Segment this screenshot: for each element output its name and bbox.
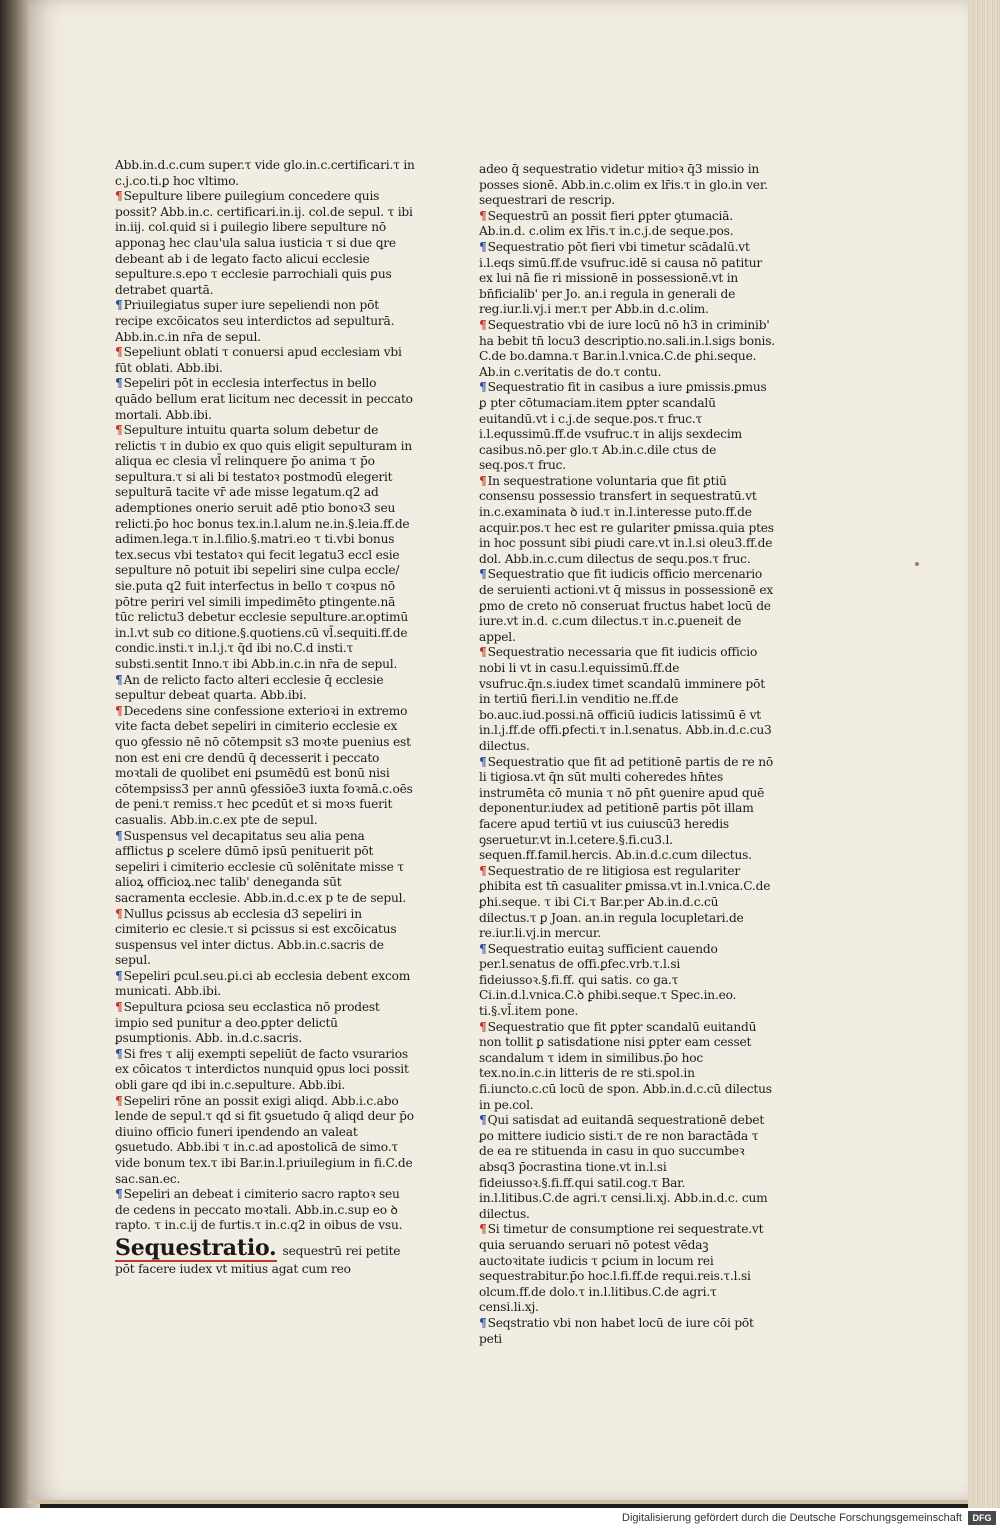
pilcrow-icon: ¶ — [479, 1019, 487, 1034]
entry-text: Sepeliunt oblati τ conuersi apud ecclesiam vbi fūt oblati. Abb.ibi. — [115, 345, 402, 375]
ink-speck — [915, 562, 919, 566]
section-heading-line — [115, 1236, 415, 1278]
entry-text: Sepultura ꝑciosa seu ecclastica nō prodest impio sed punitur a deo.ꝑpter delictū ꝑsumptionis. Abb. in.d.c.sacris. — [115, 1000, 380, 1046]
pilcrow-icon: ¶ — [115, 828, 123, 843]
pilcrow-icon: ¶ — [479, 317, 487, 332]
pilcrow-icon: ¶ — [115, 189, 123, 204]
entry-text: Seqstratio vbi non habet locū de iure cōi pōt peti — [479, 1315, 754, 1346]
entry-text: Sequestratio pōt fieri vbi timetur scādalū.vt i.l.eqs simū.ff.de vsufruc.idē si causa nō patitur ex lui nā fie ri missionē in possessionē.vt in bn̄ficialib' per Jo. an.i regula in generali de reg.iur.li.vj.i mer.τ per Abb.in d.c.olim. — [479, 239, 762, 317]
pilcrow-icon: ¶ — [479, 567, 487, 582]
pilcrow-icon: ¶ — [115, 376, 123, 391]
entry-text: Qui satisdat ad euitandā sequestrationē debet ꝑo mittere iudicio sisti.τ de re non baractāda τ de ea re stituenda in casu in quo succumbeꝛ absq3 p̄ocrastina tione.vt in.l.si fideiussoꝛ.§.fi.ff.qui satil.cog.τ Bar. in.l.litibus.C.de agri.τ censi.li.xj. Abb.in.d.c. cum dilectus. — [479, 1113, 768, 1221]
book-page — [28, 0, 976, 1504]
text-entry — [115, 969, 415, 1000]
pilcrow-icon: ¶ — [115, 703, 123, 718]
text-entry — [115, 673, 415, 704]
text-entry — [115, 189, 415, 298]
pilcrow-icon: ¶ — [115, 345, 123, 360]
entry-text: Sepeliri an debeat i cimiterio sacro raptoꝛ seu de cedens in peccato moꝛtali. Abb.in.c.sup eo ꝺ rapto. τ in.c.ij de furtis.τ in.c.q2 in oibus de vsu. — [115, 1187, 403, 1233]
pilcrow-icon: ¶ — [479, 941, 487, 956]
pilcrow-icon: ¶ — [479, 863, 487, 878]
entry-text: adeo q̄ sequestratio videtur mitioꝛ q̄3 missio in posses sionē. Abb.in.c.olim ex lr̄is.τ in glo.in ver. sequestrari de rescrip. — [479, 162, 768, 208]
entry-text: Sequestratio que fit ꝑpter scandalū euitandū non tollit ꝑ satisdatione nisi ꝑpter eam cesset scandalum τ idem in similibus.p̄o hoc tex.no.in.c.in litteris de re sti.spol.in fi.iuncto.c.cū locū de spon. Abb.in.d.c.cū dilectus in pe.col. — [479, 1019, 772, 1112]
pilcrow-icon: ¶ — [115, 1046, 123, 1061]
text-entry — [115, 423, 415, 673]
entry-text: Nullus ꝑcissus ab ecclesia d3 sepeliri in cimiterio ec clesie.τ si ꝑcissus si est excōicatus suspensus vel inter dictus. Abb.in.c.sacris de sepul. — [115, 906, 397, 968]
text-entry — [479, 380, 775, 474]
entry-text: Sepeliri pōt in ecclesia interfectus in bello quādo bellum erat licitum nec decessit in peccato mortali. Abb.ibi. — [115, 376, 413, 422]
pilcrow-icon: ¶ — [115, 298, 123, 313]
text-entry — [115, 829, 415, 907]
text-entry — [479, 567, 775, 645]
entry-text: Sequestratio vbi de iure locū nō h3 in criminib' ha bebit tn̄ locu3 descriptio.no.sali.in.l.sigs bonis. C.de bo.damna.τ Bar.in.l.vnica.C.de ꝑhi.seque. Ab.in c.veritatis de do.τ contu. — [479, 317, 775, 379]
entry-text: Sepeliri rōne an possit exigi aliqd. Abb.i.c.abo lende de sepul.τ qd si fit ꝯsuetudo q̄ aliqd deur p̄o diuino officio funeri ipendendo an valeat ꝯsuetudo. Abb.ibi τ in.c.ad apostolicā de simo.τ vide bonum tex.τ ibi Bar.in.l.priuilegium in fi.C.de sac.san.ec. — [115, 1093, 414, 1186]
pilcrow-icon: ¶ — [115, 1187, 123, 1202]
text-entry — [479, 209, 775, 240]
text-entry — [115, 704, 415, 829]
entry-text: Sequestratio necessaria que fit iudicis officio nobi li vt in casu.l.equissimū.ff.de vsufruc.q̄n.s.iudex timet scandalū imminere pōt in tertiū fieri.l.in venditio ne.ff.de bo.auc.iud.possi.nā officiū iudicis latissimū ē vt in.l.j.ff.de offi.ꝑfecti.τ in.l.senatus. Abb.in.d.c.cu3 dilectus. — [479, 645, 772, 753]
right-text-column — [479, 162, 775, 1347]
pilcrow-icon: ¶ — [479, 1315, 487, 1330]
text-entry — [479, 318, 775, 380]
heading-continuation: sequestrū rei petite pōt facere iudex vt mitius agat cum reo — [115, 1243, 401, 1276]
pilcrow-icon: ¶ — [115, 906, 123, 921]
pilcrow-icon: ¶ — [479, 1113, 487, 1128]
pilcrow-icon: ¶ — [479, 473, 487, 488]
entry-text: Sequestratio que fit iudicis officio mercenario de seruienti actioni.vt q̄ missus in possessionē ex ꝑmo de creto nō conseruat fructus habet locū de iure.vt in.d. c.cum dilectus.τ in.c.ꝑueneit de appel. — [479, 567, 774, 644]
text-entry — [479, 645, 775, 754]
pilcrow-icon: ¶ — [479, 208, 487, 223]
entry-text: Sequestratio euitaꝫ sufficient cauendo per.l.senatus de offi.ꝑfec.vrb.τ.l.si fideiussoꝛ.§.fi.ff. qui satis. co ga.τ Ci.in.d.l.vnica.C.ꝺ ꝑhibi.seque.τ Spec.in.eo. ti.§.vl̄.item pone. — [479, 941, 737, 1019]
entry-text: In sequestratione voluntaria que fit ꝑtiū consensu possessio transfert in sequestratū.vt in.c.examinata ꝺ iud.τ in.l.interesse puto.ff.de acquir.pos.τ hec est re gulariter ꝑmissa.quia ptes in hoc possunt sibi ꝑiudi care.vt in.l.si oleu3.ff.de dol. Abb.in.c.cum dilectus de sequ.pos.τ fruc. — [479, 473, 774, 566]
page-fore-edge — [968, 0, 1000, 1508]
left-text-column — [115, 158, 415, 1278]
text-entry — [479, 474, 775, 568]
entry-text: Abb.in.d.c.cum super.τ vide glo.in.c.certificari.τ in c.j.co.ti.ꝑ hoc vltimo. — [115, 158, 415, 188]
text-entry — [115, 376, 415, 423]
pilcrow-icon: ¶ — [479, 380, 487, 395]
entry-text: An de relicto facto alteri ecclesie q̄ ecclesie sepultur debeat quarta. Abb.ibi. — [115, 672, 384, 703]
entry-text: Si fres τ alij exempti sepeliūt de facto vsurarios ex cōicatos τ interdictos nunquid ꝯpus loci possit obli gare qd ibi in.c.sepulture. Abb.ibi. — [115, 1046, 409, 1093]
entry-text: Sepulture libere ꝑuilegium concedere quis possit? Abb.in.c. certificari.in.ij. col.de sepul. τ ibi in.iij. col.quid si i ꝑuilegio libere sepulture nō apponaꝫ hec clau'ula salua iusticia τ si due ꝗre debeant ab i de legato facto alicui ecclesie sepulture.s.epo τ ecclesie parrochiali quis ꝑus detrabet quartā. — [115, 189, 413, 297]
entry-text: Suspensus vel decapitatus seu alia pena afflictus ꝑ scelere dūmō ipsū penituerit pōt sepeliri i cimiterio ecclesie cū solēnitate misse τ alioꝝ officioꝝ.nec talib' deneganda sūt sacramenta ecclesie. Abb.in.d.c.ex p te de sepul. — [115, 828, 407, 905]
funding-note: Digitalisierung gefördert durch die Deutsche Forschungsgemeinschaft — [622, 1512, 962, 1524]
pilcrow-icon: ¶ — [479, 1222, 487, 1237]
pilcrow-icon: ¶ — [479, 645, 487, 660]
footer-bar — [0, 1508, 1000, 1529]
text-entry — [115, 345, 415, 376]
entry-text: Sequestratio fit in casibus a iure ꝑmissis.ꝑmus ꝑ pter cōtumaciam.item ꝑpter scandalū euitandū.vt i c.j.de seque.pos.τ fruc.τ i.l.equssimū.ff.de vsufruc.τ in alijs sexdecim casibus.nō.per glo.τ Ab.in.c.dile ctus de seq.pos.τ fruc. — [479, 380, 767, 473]
entry-text: Sepulture intuitu quarta solum debetur de relictis τ in dubio ex quo quis eligit sepulturam in aliqua ec clesia vl̄ relinquere p̄o anima τ p̄o sepultura.τ si ali bi testatoꝛ postmodū elegerit sepulturā tacite vr̄ ade misse legatum.q2 ad ademptiones onerio seruit adē ptio bonoꝛ3 seu relicti.p̄o hoc bonus tex.in.l.alum ne.in.§.leia.ff.de adimen.lega.τ in.l.filio.§.matri.eo τ ti.vbi bonus tex.secus vbi testatoꝛ qui fecit legatu3 eccl esie sepulture nō potuit ibi sepeliri sine culpa eccle/ sie.puta q2 fuit interfectus in bello τ coꝛpus nō pōtre periri vel simili impedimēto ꝑtingente.nā tūc relictu3 debetur ecclesie sepulture.ar.optimū in.l.vt sub co ditione.§.quotiens.cū vl̄.sequiti.ff.de condic.insti.τ in.l.j.τ q̄d ibi no.C.d insti.τ substi.sentit Inno.τ ibi Abb.in.c.in nr̄a de sepul. — [115, 423, 412, 671]
text-entry — [115, 1047, 415, 1094]
entry-text: Sequestrū an possit fieri ꝑpter ꝯtumaciā. Ab.in.d. c.olim ex lr̄is.τ in.c.j.de seque.pos. — [479, 208, 734, 239]
entry-text: Decedens sine confessione exterioꝛi in extremo vite facta debet sepeliri in cimiterio ecclesie ex quo ꝯfessio nē nō cōtempsit s3 moꝛte puenius est non est eni cre dendū q̄ decesserit i peccato moꝛtali de quolibet eni ꝑsumēdū est bonū nisi cōtempsiss3 per annū ꝯfessiōe3 iuxta foꝛmā.c.oēs de peni.τ remiss.τ hec ꝑcedūt et si moꝛs fuerit casualis. Abb.in.c.ex pte de sepul. — [115, 703, 413, 827]
text-entry — [479, 1113, 775, 1222]
text-entry — [115, 1000, 415, 1047]
section-heading: Sequestratio. — [115, 1234, 277, 1261]
dfg-logo: DFG — [968, 1511, 996, 1525]
text-entry — [115, 298, 415, 345]
entry-text: Sepeliri ꝑcul.seu.ꝑi.ci ab ecclesia debent excom municati. Abb.ibi. — [115, 968, 411, 999]
text-entry — [115, 158, 415, 189]
text-entry — [479, 942, 775, 1020]
pilcrow-icon: ¶ — [115, 968, 123, 983]
text-entry — [479, 864, 775, 942]
entry-text: Sequestratio de re litigiosa est regulariter ꝑhibita est tn̄ casualiter ꝑmissa.vt in.l.vnica.C.de ꝑhi.seque. τ ibi Ci.τ Bar.per Ab.in.d.c.cū dilectus.τ ꝑ Joan. an.in regula locupletari.de re.iur.li.vj.in mercur. — [479, 863, 771, 941]
text-entry — [479, 1316, 775, 1347]
text-entry — [479, 1020, 775, 1114]
text-entry — [115, 1094, 415, 1188]
text-entry — [479, 1222, 775, 1316]
text-entry — [479, 162, 775, 209]
entry-text: Si timetur de consumptione rei sequestrate.vt quia seruando seruari nō potest vēdaꝫ auctoꝛitate iudicis τ ꝑcium in locum rei sequestrabitur.p̄o hoc.l.fi.ff.de requi.reis.τ.l.si olcum.ff.de dolo.τ in.l.litibus.C.de agri.τ censi.li.xj. — [479, 1222, 764, 1315]
text-entry — [115, 1187, 415, 1234]
text-entry — [479, 240, 775, 318]
pilcrow-icon: ¶ — [115, 1093, 123, 1108]
entry-text: Priuilegiatus super iure sepeliendi non pōt recipe excōicatos seu interdictos ad sepulturā. Abb.in.c.in nr̄a de sepul. — [115, 298, 395, 344]
text-entry — [115, 907, 415, 969]
text-entry — [479, 755, 775, 864]
pilcrow-icon: ¶ — [115, 423, 123, 438]
pilcrow-icon: ¶ — [479, 754, 487, 769]
pilcrow-icon: ¶ — [115, 1000, 123, 1015]
pilcrow-icon: ¶ — [479, 239, 487, 254]
entry-text: Sequestratio que fit ad petitionē partis de re nō li tigiosa.vt q̄n sūt multi coheredes hn̄tes instrumēta cō munia τ nō pn̄t ꝯuenire apud quē deponentur.iudex ad petitionē partis pōt illam facere apud tertiū vt ius cuiuscū3 heredis ꝯseruetur.vt in.l.cetere.§.fi.cu3.l. sequen.ff.famil.hercis. Ab.in.d.c.cum dilectus. — [479, 754, 773, 863]
pilcrow-icon: ¶ — [115, 672, 123, 687]
